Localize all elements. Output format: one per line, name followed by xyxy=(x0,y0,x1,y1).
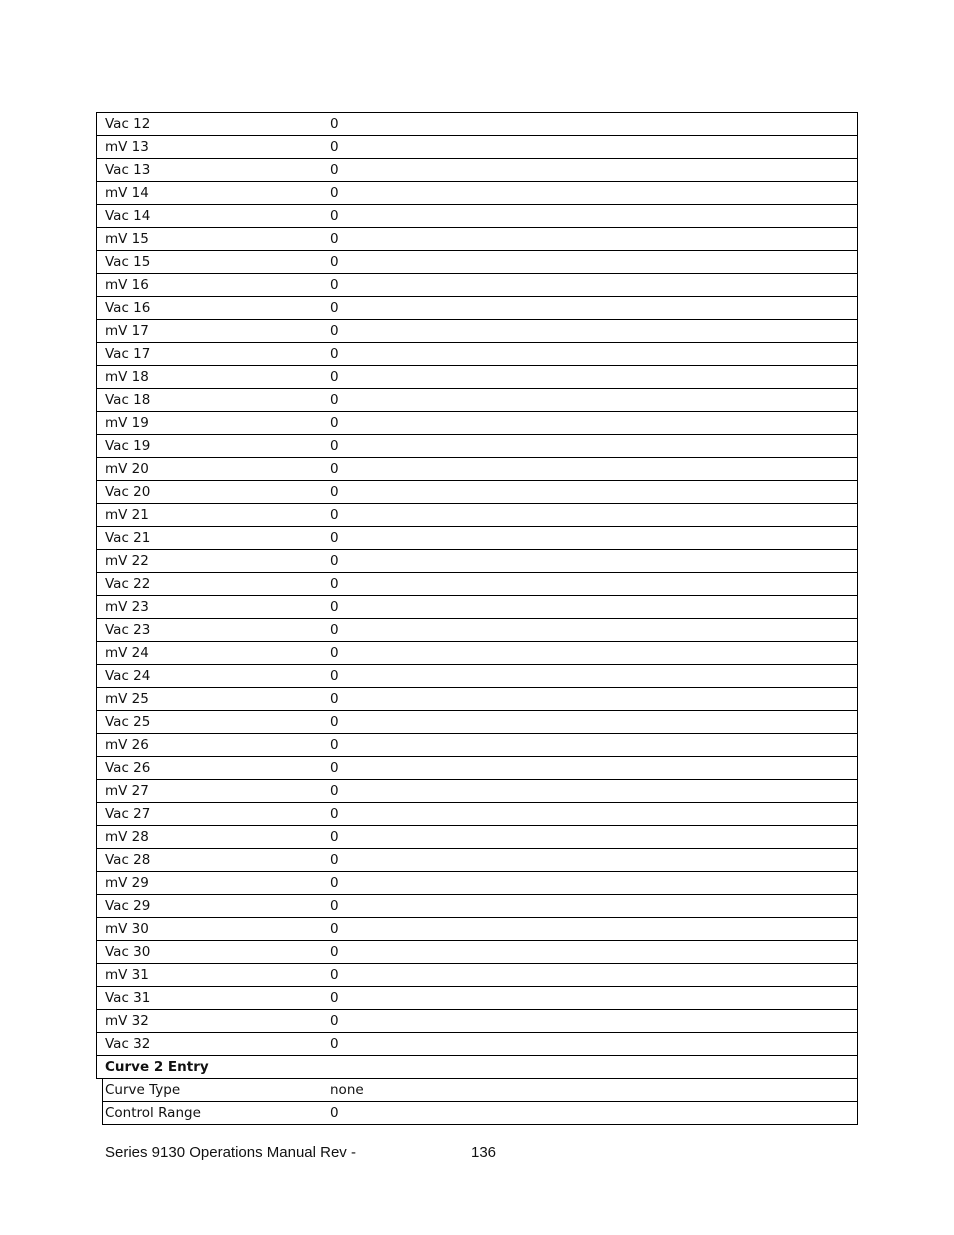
table-row xyxy=(96,757,858,780)
row-label: mV 21 xyxy=(105,507,149,523)
row-value: 0 xyxy=(330,369,339,385)
row-value: 0 xyxy=(330,530,339,546)
row-value: 0 xyxy=(330,208,339,224)
table-row xyxy=(96,550,858,573)
row-value: 0 xyxy=(330,254,339,270)
table-row xyxy=(96,1033,858,1056)
row-value: 0 xyxy=(330,461,339,477)
table-row xyxy=(96,780,858,803)
table-row xyxy=(96,412,858,435)
table-row xyxy=(96,343,858,366)
row-label: mV 16 xyxy=(105,277,149,293)
table-row xyxy=(96,734,858,757)
row-label: Vac 23 xyxy=(105,622,151,638)
row-label: Vac 31 xyxy=(105,990,151,1006)
row-label: Vac 18 xyxy=(105,392,151,408)
row-label: Vac 15 xyxy=(105,254,151,270)
table-row xyxy=(96,987,858,1010)
row-label: Vac 27 xyxy=(105,806,151,822)
table-row xyxy=(96,435,858,458)
row-label: mV 14 xyxy=(105,185,149,201)
table-row xyxy=(96,251,858,274)
table-row xyxy=(96,803,858,826)
row-value: 0 xyxy=(330,599,339,615)
row-value: 0 xyxy=(330,921,339,937)
table-row xyxy=(96,320,858,343)
row-value: 0 xyxy=(330,1105,339,1121)
row-label: mV 30 xyxy=(105,921,149,937)
row-value: 0 xyxy=(330,185,339,201)
row-value: 0 xyxy=(330,898,339,914)
row-label: Vac 24 xyxy=(105,668,151,684)
row-value: 0 xyxy=(330,415,339,431)
row-label: Vac 21 xyxy=(105,530,151,546)
table-row xyxy=(96,274,858,297)
table-row xyxy=(96,1010,858,1033)
row-label: Vac 22 xyxy=(105,576,151,592)
row-value: 0 xyxy=(330,507,339,523)
row-value: 0 xyxy=(330,139,339,155)
table-row xyxy=(96,504,858,527)
row-label: mV 26 xyxy=(105,737,149,753)
table-row xyxy=(96,895,858,918)
row-value: none xyxy=(330,1082,364,1098)
row-label: mV 22 xyxy=(105,553,149,569)
row-value: 0 xyxy=(330,783,339,799)
row-value: 0 xyxy=(330,944,339,960)
table-row xyxy=(96,826,858,849)
row-value: 0 xyxy=(330,300,339,316)
table-row xyxy=(96,136,858,159)
table-row xyxy=(96,389,858,412)
row-value: 0 xyxy=(330,737,339,753)
row-label: Vac 28 xyxy=(105,852,151,868)
row-value: 0 xyxy=(330,1013,339,1029)
table-row xyxy=(102,1102,858,1125)
table-row xyxy=(96,665,858,688)
row-label: mV 17 xyxy=(105,323,149,339)
table-row xyxy=(96,711,858,734)
row-label: Curve Type xyxy=(105,1082,181,1098)
row-label: mV 32 xyxy=(105,1013,149,1029)
table-row xyxy=(96,366,858,389)
table-row xyxy=(96,205,858,228)
table-row xyxy=(96,872,858,895)
row-label: Control Range xyxy=(105,1105,201,1121)
table-row xyxy=(96,688,858,711)
row-label: Vac 30 xyxy=(105,944,151,960)
table-row xyxy=(102,1079,858,1102)
row-value: 0 xyxy=(330,852,339,868)
row-value: 0 xyxy=(330,691,339,707)
row-label: mV 20 xyxy=(105,461,149,477)
row-label: Vac 19 xyxy=(105,438,151,454)
row-label: Vac 25 xyxy=(105,714,151,730)
row-value: 0 xyxy=(330,760,339,776)
row-value: 0 xyxy=(330,323,339,339)
row-value: 0 xyxy=(330,829,339,845)
row-value: 0 xyxy=(330,622,339,638)
table-row xyxy=(96,918,858,941)
row-value: 0 xyxy=(330,576,339,592)
row-label: Vac 20 xyxy=(105,484,151,500)
row-label: mV 15 xyxy=(105,231,149,247)
row-label: Vac 14 xyxy=(105,208,151,224)
row-value: 0 xyxy=(330,875,339,891)
row-label: Vac 26 xyxy=(105,760,151,776)
row-value: 0 xyxy=(330,277,339,293)
table-row xyxy=(96,642,858,665)
table-row xyxy=(96,481,858,504)
row-label: mV 31 xyxy=(105,967,149,983)
row-label: mV 19 xyxy=(105,415,149,431)
section-header-row xyxy=(96,1056,858,1079)
table-row xyxy=(96,619,858,642)
table-row xyxy=(96,458,858,481)
row-label: mV 23 xyxy=(105,599,149,615)
row-label: mV 18 xyxy=(105,369,149,385)
table-row xyxy=(96,573,858,596)
parameter-table xyxy=(96,112,858,1125)
table-row xyxy=(96,527,858,550)
row-value: 0 xyxy=(330,438,339,454)
row-value: 0 xyxy=(330,116,339,132)
row-label: Vac 32 xyxy=(105,1036,151,1052)
row-label: mV 25 xyxy=(105,691,149,707)
row-value: 0 xyxy=(330,1036,339,1052)
table-row xyxy=(96,941,858,964)
row-label: Vac 29 xyxy=(105,898,151,914)
row-value: 0 xyxy=(330,967,339,983)
row-label: mV 29 xyxy=(105,875,149,891)
row-label: mV 28 xyxy=(105,829,149,845)
row-value: 0 xyxy=(330,645,339,661)
row-label: mV 27 xyxy=(105,783,149,799)
table-row xyxy=(96,228,858,251)
table-row xyxy=(96,849,858,872)
row-value: 0 xyxy=(330,714,339,730)
row-value: 0 xyxy=(330,806,339,822)
row-value: 0 xyxy=(330,553,339,569)
row-label: Vac 12 xyxy=(105,116,151,132)
table-row xyxy=(96,596,858,619)
row-value: 0 xyxy=(330,231,339,247)
table-row xyxy=(96,964,858,987)
table-row xyxy=(96,297,858,320)
row-value: 0 xyxy=(330,162,339,178)
table-row xyxy=(96,159,858,182)
row-label: mV 24 xyxy=(105,645,149,661)
row-label: Vac 17 xyxy=(105,346,151,362)
row-value: 0 xyxy=(330,668,339,684)
row-label: Vac 16 xyxy=(105,300,151,316)
table-row xyxy=(96,113,858,136)
row-value: 0 xyxy=(330,484,339,500)
row-label: Curve 2 Entry xyxy=(105,1059,209,1075)
row-label: Vac 13 xyxy=(105,162,151,178)
row-value: 0 xyxy=(330,392,339,408)
footer-page-number: 136 xyxy=(471,1144,497,1161)
row-value: 0 xyxy=(330,990,339,1006)
row-value: 0 xyxy=(330,346,339,362)
table-row xyxy=(96,182,858,205)
footer-manual-title: Series 9130 Operations Manual Rev - xyxy=(105,1144,356,1161)
row-label: mV 13 xyxy=(105,139,149,155)
